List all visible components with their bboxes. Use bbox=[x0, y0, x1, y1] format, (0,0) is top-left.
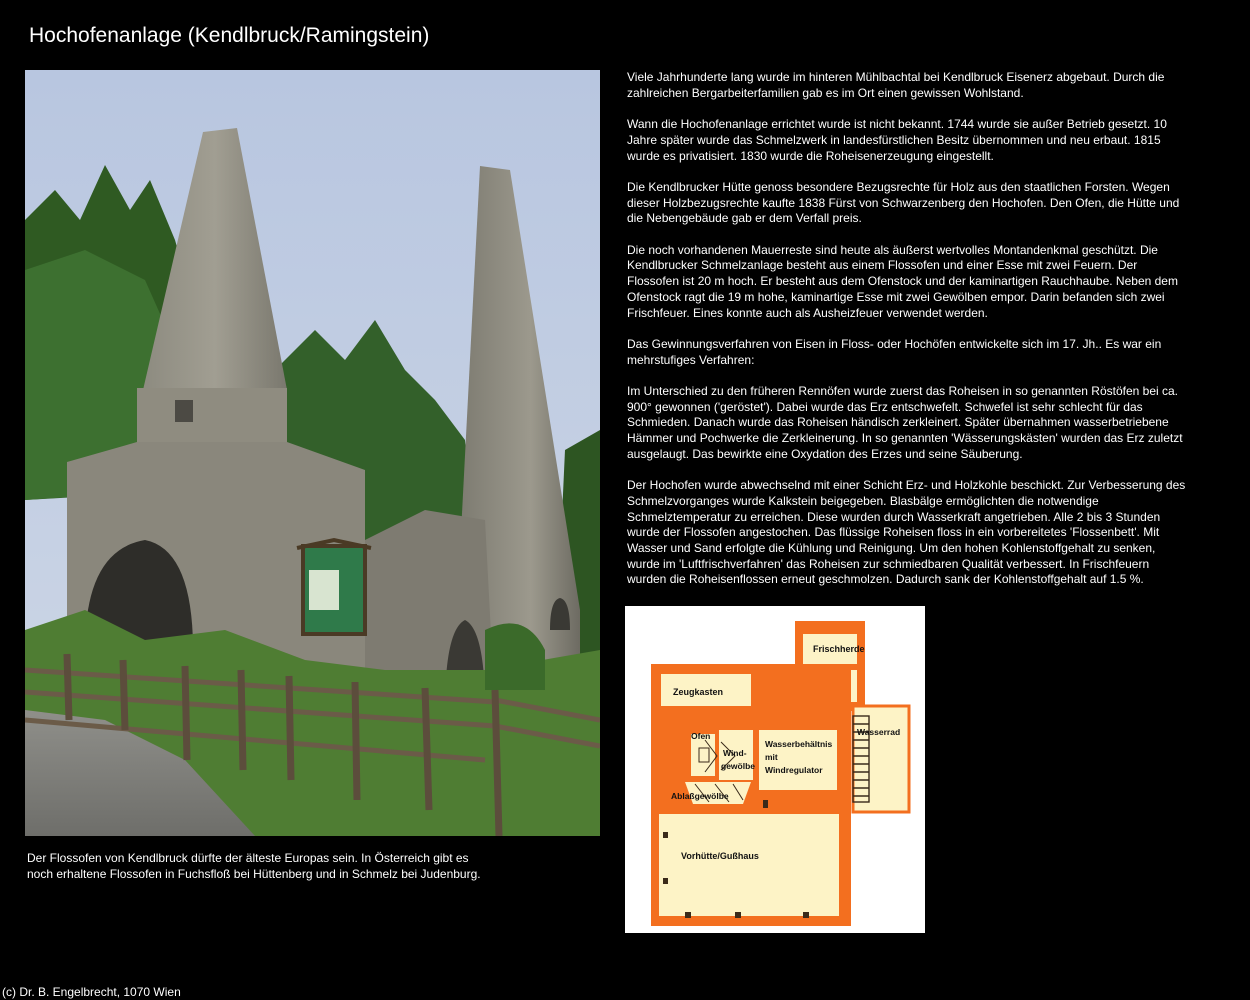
paragraph: Die noch vorhandenen Mauerreste sind heute als äußerst wertvolles Montandenkmal geschützt. Die Kendlbrucker Schmelzanlage besteht aus einem Flossofen und einer Esse mit zwei Feuern. Der Flossofen ist 20 m hoch. Er besteht aus dem Ofenstock und der kaminartigen Rauchhaube. Neben dem Ofenstock ragt die 19 m hohe, kaminartige Esse mit zwei Gewölben empor. Darin befanden sich zwei Frischfeuer. Eines konnte auch als Ausheizfeuer verwendet werden. bbox=[627, 242, 1178, 320]
floor-plan bbox=[625, 606, 925, 933]
copyright-footer: (c) Dr. B. Engelbrecht, 1070 Wien bbox=[2, 985, 181, 999]
paragraph: Im Unterschied zu den früheren Rennöfen wurde zuerst das Roheisen in so genannten Röstöfen bei ca. 900° gewonnen ('geröstet'). Dabei wurde das Erz entschwefelt. Schwefel ist sehr schlecht für das Schmieden. Danach wurde das Roheisen händisch zerkleinert. Später übernahmen wasserbetriebene Hämmer und Pochwerke die Zerkleinerung. In so genannten 'Wässerungskästen' wurden das Erz zuletzt ausgelaugt. Das bewirkte eine Oxydation des Erzes und seine Säuberung. bbox=[627, 383, 1183, 461]
label-wasserbehaeltnis-3: Windregulator bbox=[765, 765, 823, 775]
label-windgewoelbe-2: gewölbe bbox=[721, 761, 756, 771]
furnace-photo bbox=[25, 70, 600, 836]
label-frischherde: Frischherde bbox=[813, 644, 865, 654]
paragraph: Der Hochofen wurde abwechselnd mit einer Schicht Erz- und Holzkohle beschickt. Zur Verbesserung des Schmelzvorganges wurde Kalkstein beigegeben. Blasbälge ermöglichten die notwendige Schmelztemperatur zu erreichen. Diese wurden durch Wasserkraft angetrieben. Alle 2 bis 3 Stunden wurde der Flossofen angestochen. Das flüssige Roheisen floss in ein vorbereitetes 'Flossenbett'. Mit Wasser und Sand erfolgte die Kühlung und Reinigung. Um den hohen Kohlenstoffgehalt zu senken, wurde im 'Luftfrischverfahren' das Roheisen zur schmiedbaren Qualität verbessert. In Frischfeuern wurden die Roheisenflossen erneut geschmolzen. Dadurch sank der Kohlenstoffgehalt auf 1.5 %. bbox=[627, 478, 1186, 587]
label-vorhuette: Vorhütte/Gußhaus bbox=[681, 851, 759, 861]
label-ablassgewoelbe: Ablaßgewölbe bbox=[671, 791, 729, 801]
paragraph: Wann die Hochofenanlage errichtet wurde ist nicht bekannt. 1744 wurde sie außer Betrieb gesetzt. 10 Jahre später wurde das Schmelzwerk in landesfürstlichen Besitz übernommen und neu erbaut. 1815 wurde es privatisiert. 1830 wurde die Roheisenerzeugung eingestellt. bbox=[627, 117, 1167, 163]
label-zeugkasten: Zeugkasten bbox=[673, 687, 724, 697]
paragraph: Die Kendlbrucker Hütte genoss besondere Bezugsrechte für Holz aus den staatlichen Forsten. Wegen dieser Holzbezugsrechte kaufte 1838 Fürst von Schwarzenberg den Hochofen. Den Ofen, die Hütte und die Nebengebäude gab er dem Verfall preis. bbox=[627, 179, 1180, 226]
label-windgewoelbe-1: Wind- bbox=[723, 748, 747, 758]
label-ofen: Ofen bbox=[691, 731, 711, 741]
page-title: Hochofenanlage (Kendlbruck/Ramingstein) bbox=[29, 24, 430, 47]
paragraph: Viele Jahrhunderte lang wurde im hinteren Mühlbachtal bei Kendlbruck Eisenerz abgebaut. Durch die zahlreichen Bergarbeiterfamilien gab es im Ort einen gewissen Wohlstand. bbox=[627, 70, 1165, 100]
label-wasserrad: Wasserrad bbox=[857, 727, 901, 737]
label-wasserbehaeltnis-1: Wasserbehältnis bbox=[765, 739, 833, 749]
photo-caption: Der Flossofen von Kendlbruck dürfte der älteste Europas sein. In Österreich gibt es noch erhaltene Flossofen in Fuchsfloß bei Hüttenberg und in Schmelz bei Judenburg. bbox=[27, 851, 481, 881]
label-wasserbehaeltnis-2: mit bbox=[765, 752, 778, 762]
article-text bbox=[627, 70, 1187, 604]
paragraph: Das Gewinnungsverfahren von Eisen in Floss- oder Hochöfen entwickelte sich im 17. Jh.. Es war ein mehrstufiges Verfahren: bbox=[627, 336, 1162, 367]
room-vorhuette bbox=[659, 814, 839, 916]
